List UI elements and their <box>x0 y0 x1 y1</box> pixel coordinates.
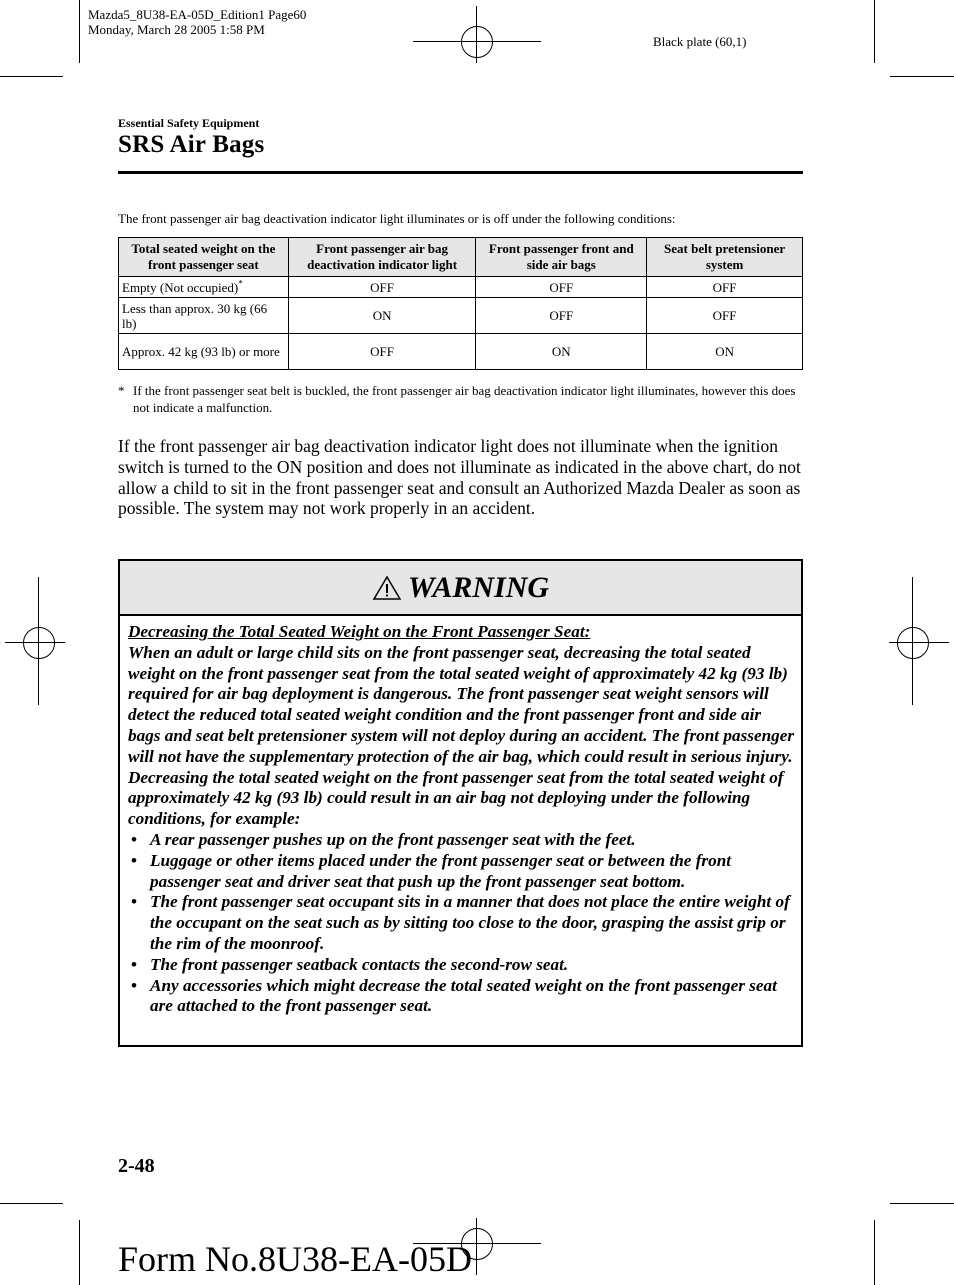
list-item <box>128 955 796 976</box>
table-cell-condition <box>119 277 289 298</box>
list-item <box>128 830 796 851</box>
table-cell: OFF <box>288 277 476 298</box>
table-row <box>119 334 803 370</box>
title-rule <box>118 171 803 174</box>
warning-triangle-icon <box>372 575 402 601</box>
warning-bullet-list <box>128 830 796 1017</box>
plate-label: Black plate (60,1) <box>653 34 747 49</box>
intro-text: The front passenger air bag deactivation indicator light illuminates or is off under the following conditions: <box>118 211 676 226</box>
table-header-row <box>119 238 803 277</box>
table-cell: OFF <box>647 277 803 298</box>
footnote <box>118 382 803 416</box>
table-header: Total seated weight on the front passenger seat <box>119 238 289 277</box>
print-file-line: Mazda5_8U38-EA-05D_Edition1 Page60 <box>88 7 307 22</box>
warning-subheading: Decreasing the Total Seated Weight on the Front Passenger Seat: <box>128 622 591 641</box>
table-cell: ON <box>288 298 476 334</box>
section-label: Essential Safety Equipment <box>118 116 260 130</box>
table-cell: OFF <box>476 298 647 334</box>
bullet-icon: • <box>131 829 138 849</box>
table-row <box>119 277 803 298</box>
warning-header <box>120 561 801 616</box>
bullet-text: A rear passenger pushes up on the front passenger seat with the feet. <box>150 829 636 849</box>
table-cell: OFF <box>647 298 803 334</box>
body-paragraph: If the front passenger air bag deactivation indicator light does not illuminate when the ignition switch is turned to the ON position and does not illuminate as indicated in the above chart, do not allow a child to sit in the front passenger seat and consult an Authorized Mazda Dealer as soon as possible. The system may not work properly in an accident. <box>118 436 801 519</box>
table-cell-condition: Less than approx. 30 kg (66 lb) <box>119 298 289 334</box>
warning-text: When an adult or large child sits on the front passenger seat, decreasing the total seated weight on the front passenger seat from the total seated weight of approximately 42 kg (93 lb) required for air bag deployment is dangerous. The front passenger seat weight sensors will detect the reduced total seated weight condition and the front passenger front and side air bags and seat belt pretensioner system will not deploy during an accident. The front passenger will not have the supplementary protection of the air bag, which could result in serious injury. Decreasing the total seated weight on the front passenger seat from the total seated weight of approximately 42 kg (93 lb) could result in an air bag not deploying under the following conditions, for example: <box>128 642 795 829</box>
footnote-star: * <box>118 383 125 398</box>
table-cell: OFF <box>288 334 476 370</box>
condition-text: Empty (Not occupied) <box>122 279 239 295</box>
table-row <box>119 298 803 334</box>
form-number: Form No.8U38-EA-05D <box>118 1239 472 1279</box>
bullet-text: The front passenger seat occupant sits in a manner that does not place the entire weight of the occupant on the seat such as by sitting too close to the door, grasping the assist grip or the rim of the moonroof. <box>150 892 790 953</box>
table-header: Seat belt pretensioner system <box>647 238 803 277</box>
bullet-icon: • <box>131 850 138 870</box>
warning-body <box>128 622 796 1017</box>
list-item <box>128 976 796 1018</box>
warning-title: WARNING <box>407 570 550 604</box>
table-header: Front passenger front and side air bags <box>476 238 647 277</box>
bullet-text: Luggage or other items placed under the front passenger seat or between the front passenger seat and driver seat that push up the front passenger seat bottom. <box>150 850 732 891</box>
warning-box <box>118 559 803 1047</box>
table-cell: ON <box>476 334 647 370</box>
conditions-table <box>118 237 803 370</box>
page-number: 2-48 <box>118 1155 155 1177</box>
print-date-line: Monday, March 28 2005 1:58 PM <box>88 22 265 37</box>
table-cell-condition: Approx. 42 kg (93 lb) or more <box>119 334 289 370</box>
bullet-icon: • <box>131 954 138 974</box>
bullet-text: Any accessories which might decrease the total seated weight on the front passenger seat are attached to the front passenger seat. <box>150 975 777 1016</box>
footnote-marker: * <box>238 278 243 289</box>
page-title: SRS Air Bags <box>118 131 265 158</box>
footnote-text: If the front passenger seat belt is buckled, the front passenger air bag deactivation indicator light illuminates, however this does not indicate a malfunction. <box>133 383 796 415</box>
table-cell: ON <box>647 334 803 370</box>
table-cell: OFF <box>476 277 647 298</box>
bullet-icon: • <box>131 975 138 995</box>
list-item <box>128 851 796 893</box>
bullet-text: The front passenger seatback contacts the second-row seat. <box>150 954 569 974</box>
print-file-info <box>88 7 306 37</box>
list-item <box>128 892 796 954</box>
bullet-icon: • <box>131 892 138 912</box>
table-header: Front passenger air bag deactivation indicator light <box>288 238 476 277</box>
